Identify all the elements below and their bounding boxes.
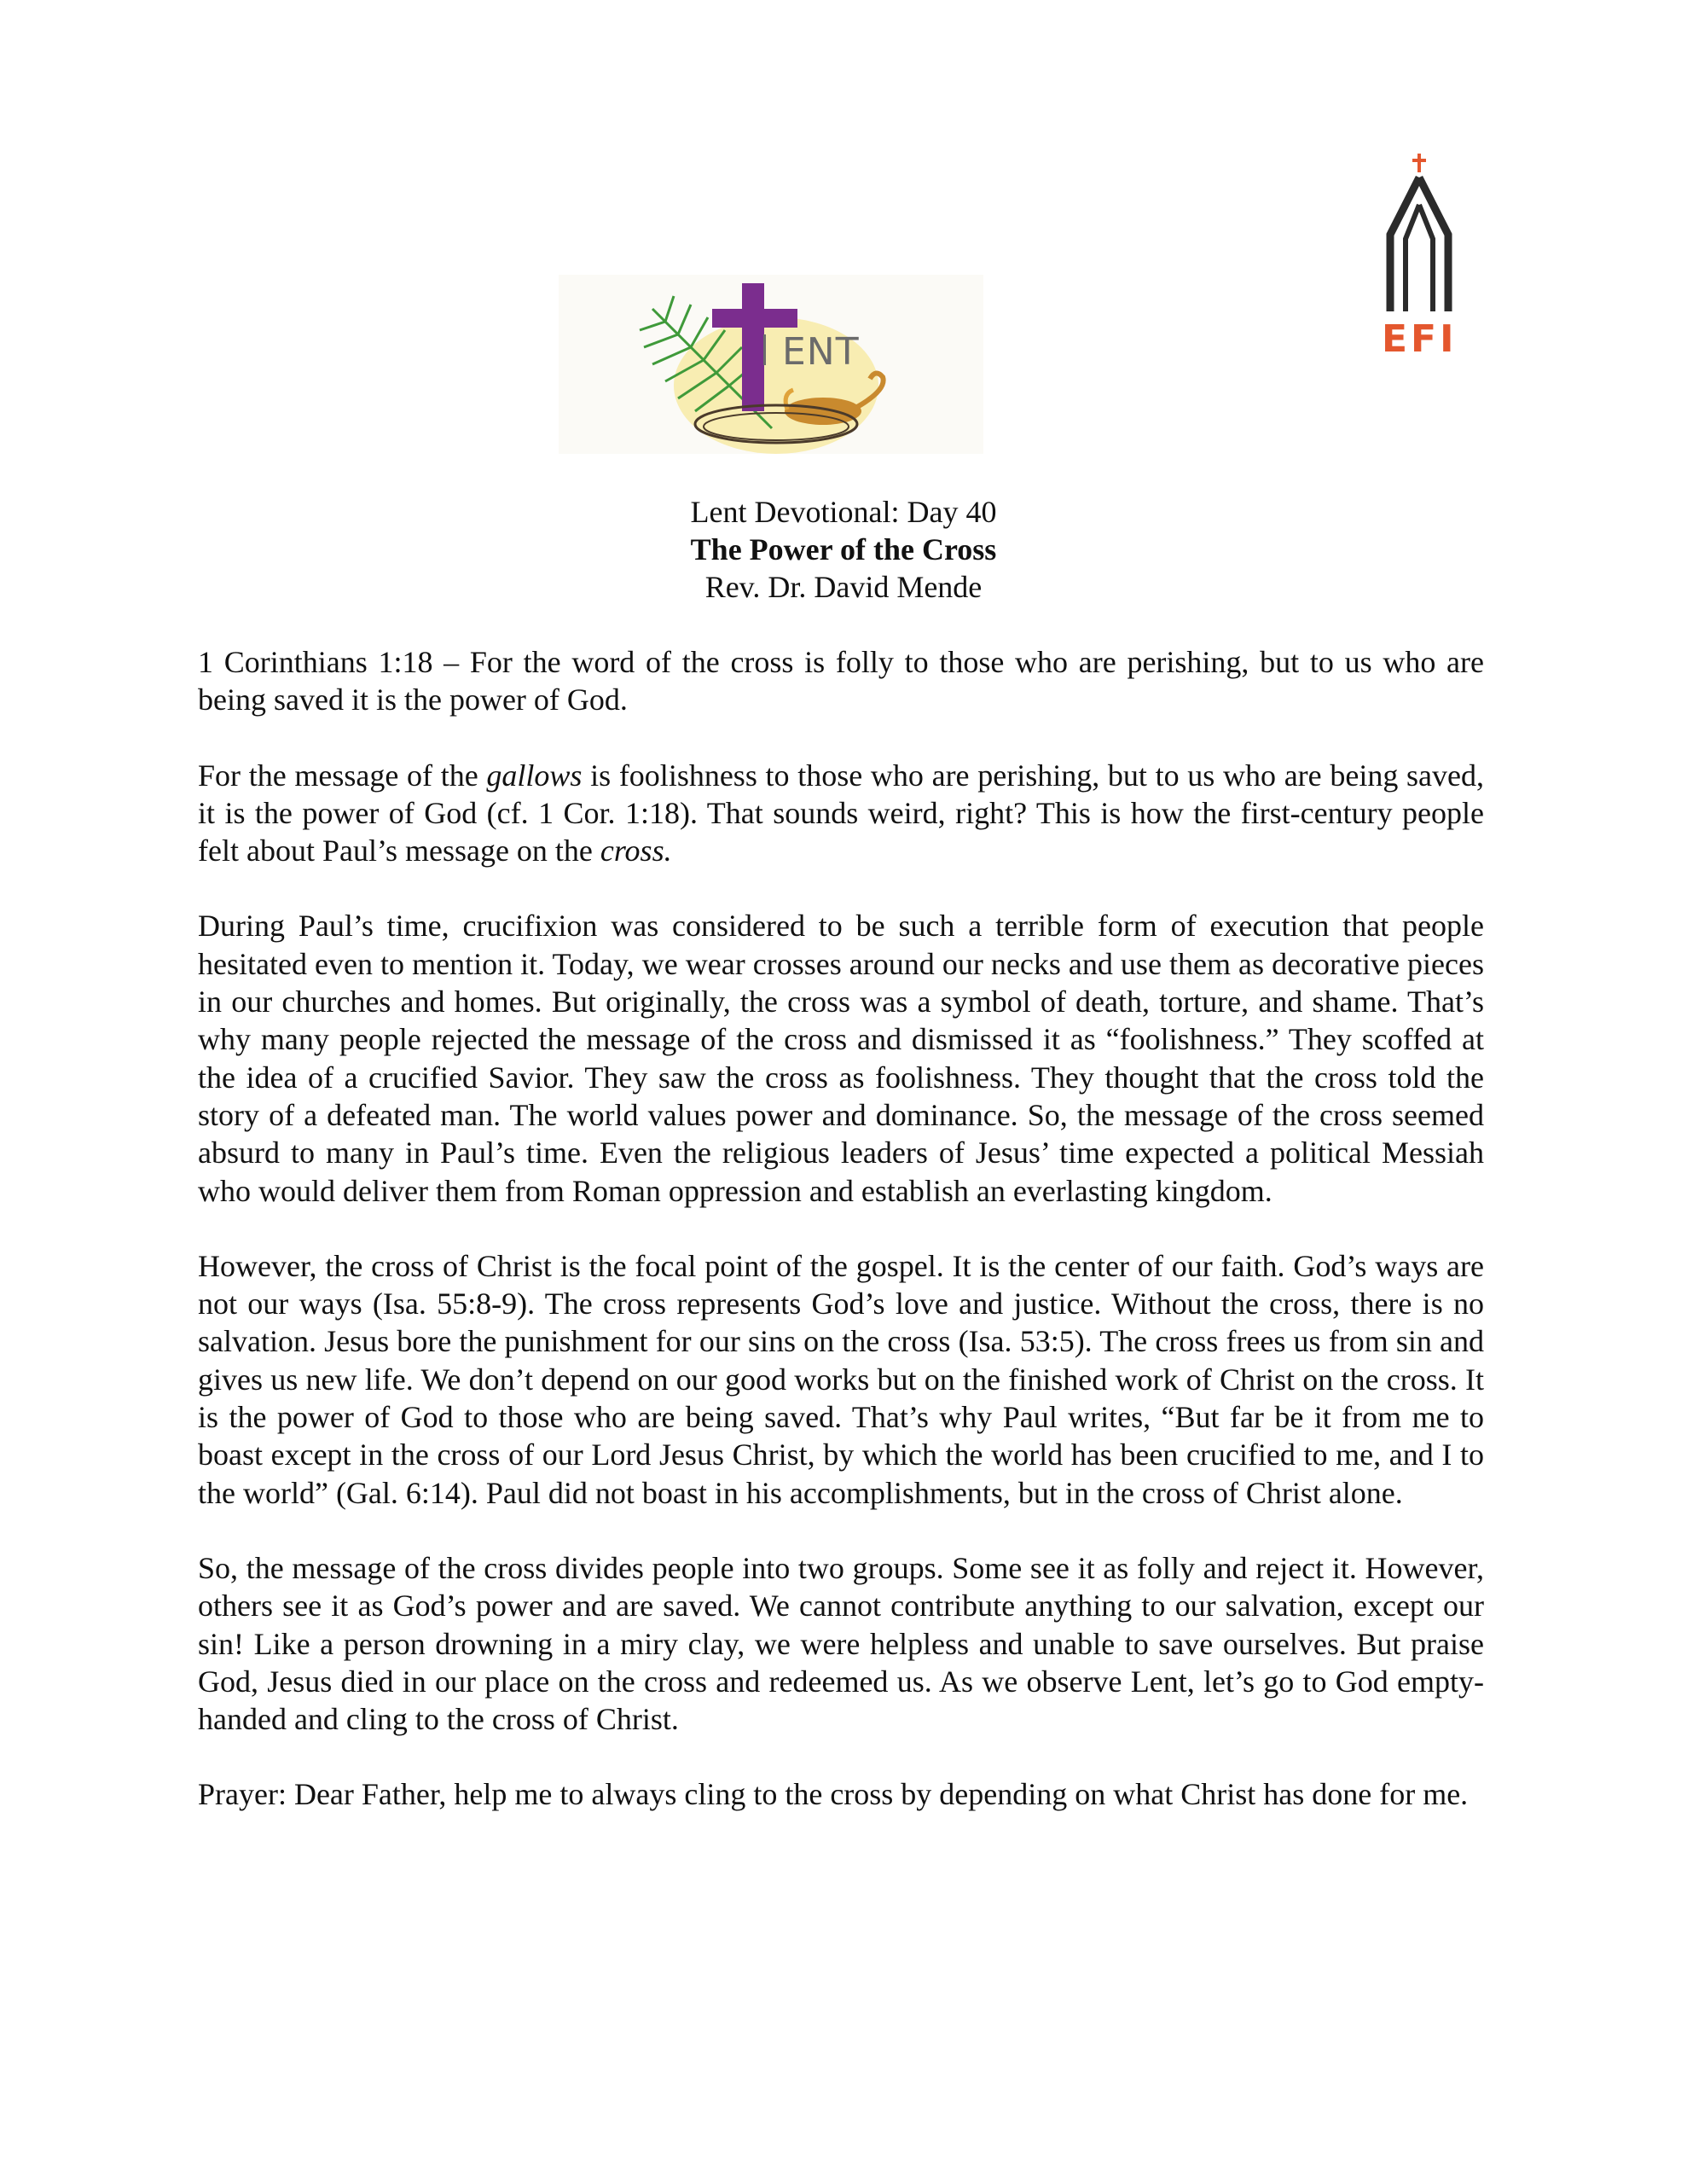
paragraph-1-part-1: For the message of the: [198, 758, 487, 793]
lent-logo-text: ENT: [782, 330, 860, 374]
paragraph-1-italic-cross: cross.: [600, 834, 672, 868]
document-title: The Power of the Cross: [690, 532, 997, 566]
author-line: Rev. Dr. David Mende: [704, 570, 983, 604]
devotional-day-line: Lent Devotional: Day 40: [690, 495, 997, 529]
document-header: [0, 493, 1687, 606]
paragraph-2: During Paul’s time, crucifixion was considered to be such a terrible form of execution that people hesitated even to mention it. Today, we wear crosses around our necks and use them as decorative pieces in our churches and homes. But originally, the cross was a symbol of death, torture, and shame. That’s why many people rejected the message of the cross and dismissed it as “foolishness.” They scoffed at the idea of a crucified Savior. They saw the cross as foolishness. They thought that the cross told the story of a defeated man. The world values power and dominance. So, the message of the cross seemed absurd to many in Paul’s time. Even the religious leaders of Jesus’ time expected a political Messiah who would deliver them from Roman oppression and establish an everlasting kingdom.: [198, 909, 1484, 1208]
document-body: [198, 643, 1484, 1814]
efi-logo-text: EFI: [1382, 317, 1458, 361]
lent-logo: [559, 275, 983, 454]
paragraph-3: However, the cross of Christ is the focal point of the gospel. It is the center of our faith. God’s ways are not our ways (Isa. 55:8-9). The cross represents God’s love and justice. Without the cross, there is no salvation. Jesus bore the punishment for our sins on the cross (Isa. 53:5). The cross frees us from sin and gives us new life. We don’t depend on our good works but on the finished work of Christ on the cross. It is the power of God to those who are being saved. That’s why Paul writes, “But far be it from me to boast except in the cross of our Lord Jesus Christ, by which the world has been crucified to me, and I to the world” (Gal. 6:14). Paul did not boast in his accomplishments, but in the cross of Christ alone.: [198, 1248, 1484, 1510]
paragraph-1-part-2: is foolishness to those who are perishing, but to us who are being saved, it is the power of God (cf. 1 Cor. 1:18). That sounds weird, right? This is how the first-century people felt about Paul’s message on the: [198, 758, 1484, 868]
paragraph-1: [198, 757, 1484, 870]
scripture-paragraph: 1 Corinthians 1:18 – For the word of the cross is folly to those who are perishing, but to us who are being saved it is the power of God.: [198, 645, 1484, 717]
paragraph-1-italic-gallows: gallows: [486, 758, 583, 793]
prayer-paragraph: Prayer: Dear Father, help me to always cling to the cross by depending on what Christ has done for me.: [198, 1777, 1469, 1812]
paragraph-4: So, the message of the cross divides people into two groups. Some see it as folly and reject it. However, others see it as God’s power and are saved. We cannot contribute anything to our salvation, except our sin! Like a person drowning in a miry clay, we were helpless and unable to save ourselves. But praise God, Jesus died in our place on the cross and redeemed us. As we observe Lent, let’s go to God empty-handed and cling to the cross of Christ.: [198, 1550, 1484, 1737]
